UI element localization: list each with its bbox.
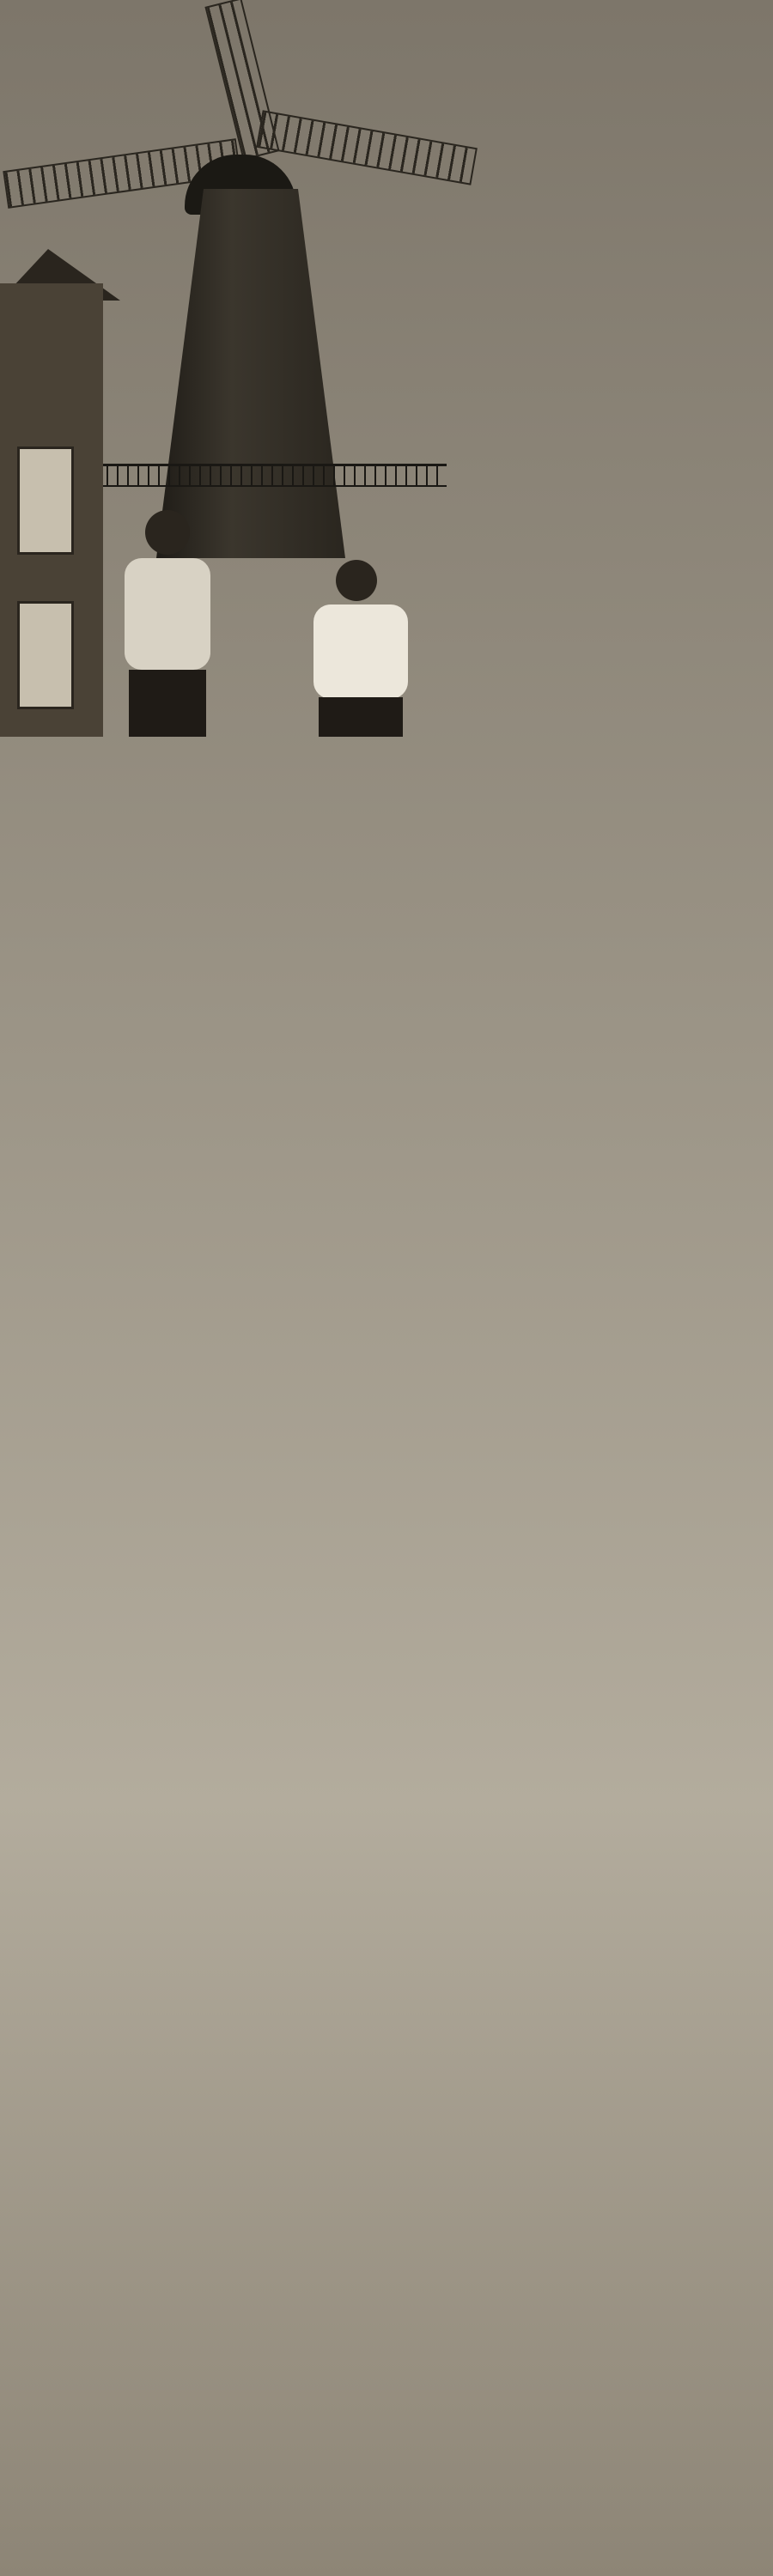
musician-left	[103, 498, 232, 737]
musician-right	[296, 550, 425, 737]
photo-windmill	[0, 0, 471, 737]
house-window	[17, 601, 74, 709]
house-window	[17, 447, 74, 555]
windmill-gallery	[86, 464, 447, 487]
